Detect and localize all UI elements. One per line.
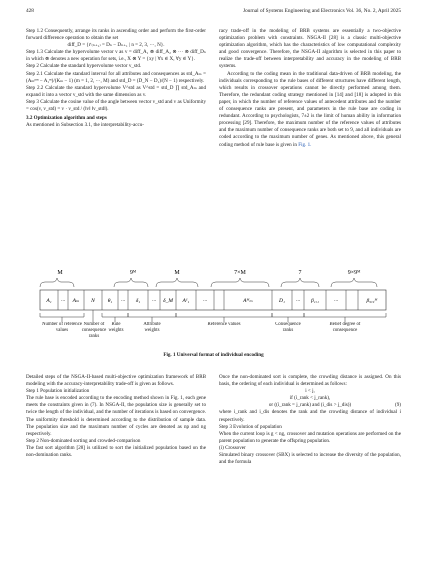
- cell-am: Aₘ: [72, 298, 80, 304]
- label-consequence-ranks: Consequence ranks: [275, 322, 301, 333]
- bottom-left-column: [26, 374, 206, 459]
- top-label-5: 7: [298, 270, 302, 276]
- cell-ellipsis-5: ···: [295, 298, 301, 304]
- cell-ellipsis-4: ···: [202, 298, 208, 304]
- label-reference-values-count: Number of reference values: [42, 322, 82, 333]
- cell-ellipsis-6: ···: [333, 298, 339, 304]
- step-2: Step 2 Calculate the standard hypervolume vector v_std.: [26, 63, 142, 70]
- cell-ellipsis-1: ···: [60, 298, 66, 304]
- top-label-4: 7×M: [234, 270, 246, 276]
- bl-paragraph-1: Detailed steps of the NSGA-II-based multi-objective optimization framework of BRB modeling with the accuracy-interpretability trade-off is given as follows.: [26, 374, 206, 388]
- equation-9-line-a: i < j,: [305, 388, 315, 395]
- equation-9-line-c: [219, 402, 401, 409]
- cell-delta1: δ₁: [135, 298, 141, 304]
- right-paragraph-2: According to the coding mean in the traditional data-driven of BRB modeling, the individuals corresponding to the rule bases of different structures have different length, which results in crossover operations cannot be directly performed among them. Therefore, the redundant coding strategy mentioned in [14] and [18] is adopted in this paper, in which the number of reference values of antecedent attributes and the number of consequence ranks are present, and parameters in the rule base are coding in redundant. According to psychologists, 7±2 is the limit of human ability in information processing [29]. Therefore, the maximum number of the reference values of attributes and the maximum number of consequence ranks are both set to 9, and all individuals are coded according to the maximum number of genes. As mentioned above, this general coding method of rule base is given in: [219, 70, 401, 148]
- label-belief-degree: Belief degree of consequence: [329, 322, 361, 333]
- label-attribute-weights: Attribute weights: [143, 322, 161, 333]
- cell-amm: Aᴹₘ: [243, 298, 253, 304]
- br-sub-1: (i) Crossover: [219, 444, 246, 451]
- cell-ellipsis-2: ···: [120, 298, 126, 304]
- cell-theta1: θ₁: [107, 298, 113, 304]
- page-header: [26, 8, 401, 14]
- bottom-right-column: [219, 374, 401, 466]
- cell-d1: D₁: [279, 298, 285, 304]
- top-label-3: M: [174, 270, 180, 276]
- section-text: As mentioned in Subsection 3.1, the interpretability-accu-: [26, 122, 144, 129]
- top-label-2: 9ᴹ: [129, 270, 137, 276]
- figure-caption: Fig. 1 Universal format of individual encoding: [163, 352, 264, 358]
- br-paragraph-4: Simulated binary crossover (SBX) is selected to increase the diversity of the population, and the formula: [219, 452, 401, 466]
- cell-deltam: δ_M: [163, 298, 173, 304]
- top-label-6: 9×9ᴹ: [347, 270, 361, 276]
- top-label-1: M: [57, 270, 63, 276]
- equation-9-text: or ((i_rank = j_rank) and (i_dis > j_dis)): [268, 402, 352, 409]
- bl-step-1: Step 1 Population initialization: [26, 388, 90, 395]
- journal-title: Journal of Systems Engineering and Electronics Vol. 36, No. 2, April 2025: [243, 8, 401, 14]
- figure-reference-link[interactable]: Fig. 1.: [298, 141, 312, 148]
- step-2-1: Step 2.1 Calculate the standard interval for all attributes and consequences as std_Aₘ = (Aₘᵖᵐ − A₁ᵐ)/(Kₘ − 1) (m = 1, 2, ···, M) and std_D = (D_N − D₁)/(N − 1) respectively.: [26, 70, 206, 84]
- cell-ellipsis-3: ···: [151, 298, 157, 304]
- right-column: [219, 28, 401, 149]
- cell-beta-last: β₉,₉ᴹ: [366, 298, 378, 304]
- label-consequence-ranks-count: Number of consequence ranks: [81, 322, 107, 339]
- equation-number: (9): [395, 402, 401, 409]
- right-paragraph-2-wrap: [219, 71, 401, 149]
- bl-paragraph-2: The rule base is encoded according to the encoding method shown in Fig. 1, each gene meets the constraints given in (7). In NSGA-II, the population size is generally set to twice the length of the individual, and the number of iterations is based on convergence. The uniformity threshold is determined according to the distribution of sample data. The population size and the maximum number of cycles are denoted as np and ng respectively.: [26, 395, 206, 437]
- br-paragraph-2: where i_rank and i_dis denotes the rank and the crowding distance of individual i respectively.: [219, 409, 401, 423]
- cell-a11: A¹₁: [182, 298, 190, 304]
- bl-step-2: Step 2 Non-dominated sorting and crowded-comparison: [26, 437, 141, 444]
- br-paragraph-3: When the current loop is g < ng, crossover and mutation operations are performed on the parent population to generate the offspring population.: [219, 430, 401, 444]
- step-3: Step 3 Calculate the cosine value of the angle between vector v_std and v as Uniformity = cos(v, v_std) = v · v_std / (‖v‖ ‖v_std‖).: [26, 98, 206, 113]
- right-paragraph-1: racy trade-off in the modeling of BRB systems are essentially a two-objective optimization problem with constraints. NSGA-II [28] is a classic multi-objective optimization algorithm, which has the characteristics of low computational complexity and good convergence. Therefore, the NSGA-II algorithm is selected in this paper to realize the trade-off between interpretability and accuracy in the modeling of BRB systems.: [219, 28, 401, 70]
- step-1-2: Step 1.2 Consequently, arrange its ranks in ascending order and perform the first-order forward difference operation to obtain the set: [26, 28, 206, 42]
- label-rule-weights: Rule weights: [108, 322, 124, 333]
- br-step-3: Step 3 Evolution of population: [219, 423, 282, 430]
- cell-a1: A₁: [46, 298, 52, 304]
- left-column: [26, 28, 206, 129]
- bl-paragraph-3: The fast sort algorithm [28] is utilized to sort the initialized population based on the non-domination ranks.: [26, 444, 206, 459]
- equation-9-line-b: if (i_rank < j_rank),: [289, 395, 331, 402]
- section-title: 3.2 Optimization algorithm and steps: [26, 115, 107, 122]
- step-1-3: Step 1.3 Calculate the hypervolume vector v as v = diff_A₁ ⊗ diff_A₂ ⊗ ··· ⊗ diff_Dₙ in which ⊗ denotes a new operation for sets, i.e., X ⊗ Y = {xy | ∀x ∈ X, ∀y ∈ Y}.: [26, 49, 206, 63]
- cell-beta11: β₁,₁: [311, 298, 319, 304]
- page-number: 428: [26, 8, 34, 14]
- label-reference-values: Reference values: [207, 322, 241, 327]
- equation-diff: diff_D = {rᵗ₍ₙ₊₁₎ = Dₙ − Dₙ₊₁ | n = 2, 3, ···, N}.: [67, 42, 165, 49]
- step-2-2: Step 2.2 Calculate the standard hypervolume V^std as V^std = std_D ∏ std_Aₘ and expand it into a vector v_std with the same dimension as v.: [26, 84, 206, 98]
- cell-n: N: [91, 298, 95, 304]
- br-paragraph-1: Once the non-dominated sort is complete, the crowding distance is assigned. On this basis, the ordering of each individual is determined as follows:: [219, 374, 401, 388]
